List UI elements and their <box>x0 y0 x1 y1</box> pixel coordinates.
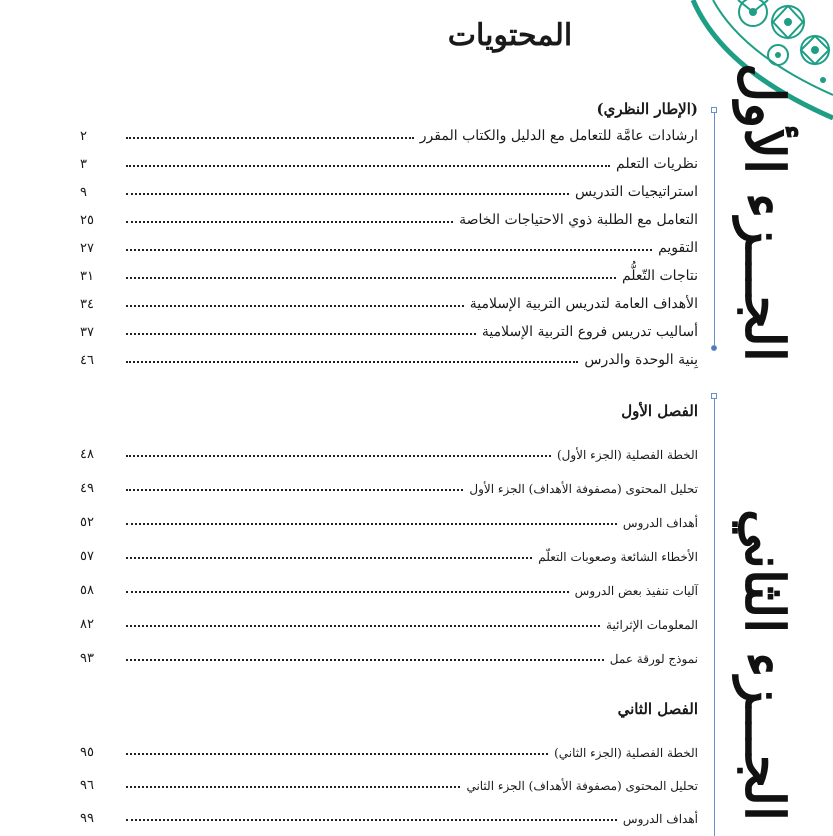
toc-page-number: ٩٦ <box>80 778 94 793</box>
toc-page-number: ٩ <box>80 185 87 200</box>
toc-leader-dots <box>126 659 604 661</box>
toc-entry-text: التقويم <box>658 240 698 256</box>
toc-entry-text: نظريات التعلم <box>616 156 698 172</box>
toc-page-number: ٤٩ <box>80 481 94 496</box>
toc-page-number: ٩٥ <box>80 745 94 760</box>
toc-entry-text: الأخطاء الشائعة وصعوبات التعلّم <box>538 550 698 564</box>
toc-entry[interactable] <box>80 474 698 496</box>
toc-leader-dots <box>126 165 610 167</box>
toc-leader-dots <box>126 305 464 307</box>
part-one-label: الجـــزء الأول <box>733 63 797 362</box>
bracket-handle <box>711 107 717 113</box>
toc-page-number: ٣٤ <box>80 297 94 312</box>
toc-entry-text: التعامل مع الطلبة ذوي الاحتياجات الخاصة <box>459 212 698 228</box>
toc-leader-dots <box>126 249 652 251</box>
toc-entry[interactable] <box>80 122 698 144</box>
toc-page-number: ٤٦ <box>80 353 94 368</box>
toc-entry[interactable] <box>80 346 698 368</box>
toc-page-number: ٢٥ <box>80 213 94 228</box>
toc-leader-dots <box>126 137 414 139</box>
toc-page-number: ٩٣ <box>80 651 94 666</box>
toc-entry[interactable] <box>80 234 698 256</box>
toc-entry-text: تحليل المحتوى (مصفوفة الأهداف) الجزء الثاني <box>466 779 698 793</box>
toc-entry-text: ارشادات عامَّة للتعامل مع الدليل والكتاب المقرر <box>419 128 698 144</box>
toc-entry[interactable] <box>80 508 698 530</box>
section-title-chapter-two: الفصل الثاني <box>617 700 698 718</box>
toc-leader-dots <box>126 333 476 335</box>
toc-entry[interactable] <box>80 440 698 462</box>
toc-entry-text: استراتيجيات التدريس <box>575 184 698 200</box>
toc-entry-text: تحليل المحتوى (مصفوفة الأهداف) الجزء الأول <box>469 482 698 496</box>
part-two-bracket <box>714 396 715 836</box>
toc-entry[interactable] <box>80 804 698 826</box>
toc-entry-text: نتاجات التّعلُّم <box>621 268 698 284</box>
toc-leader-dots <box>126 361 578 363</box>
section-title-theoretical: (الإطار النظري) <box>596 100 698 118</box>
toc-page-number: ٣١ <box>80 269 94 284</box>
toc-page-number: ٢ <box>80 129 87 144</box>
toc-leader-dots <box>126 591 569 593</box>
bracket-handle <box>711 345 717 351</box>
toc-entry-text: الأهداف العامة لتدريس التربية الإسلامية <box>469 296 698 312</box>
toc-leader-dots <box>126 625 600 627</box>
toc-entry-text: بِنية الوحدة والدرس <box>584 352 698 368</box>
toc-page-number: ٣ <box>80 157 87 172</box>
page-title: المحتويات <box>447 18 573 53</box>
toc-leader-dots <box>126 819 617 821</box>
toc-entry-text: أساليب تدريس فروع التربية الإسلامية <box>481 324 698 340</box>
toc-page-number: ٥٢ <box>80 515 94 530</box>
toc-entry-text: الخطة الفصلية (الجزء الأول) <box>556 448 698 462</box>
toc-entry-text: الخطة الفصلية (الجزء الثاني) <box>554 746 698 760</box>
toc-entry-text: نموذج لورقة عمل <box>609 652 698 666</box>
section-title-chapter-one: الفصل الأول <box>621 402 698 420</box>
toc-entry-text: المعلومات الإثرائية <box>606 618 698 632</box>
toc-leader-dots <box>126 277 616 279</box>
part-two-label: الجـــزء الثاني <box>733 508 797 821</box>
toc-entry[interactable] <box>80 318 698 340</box>
toc-entry[interactable] <box>80 542 698 564</box>
toc-leader-dots <box>126 455 551 457</box>
toc-entry-text: آليات تنفيذ بعض الدروس <box>574 584 698 598</box>
toc-page-number: ٨٢ <box>80 617 94 632</box>
toc-page-number: ٤٨ <box>80 447 94 462</box>
toc-entry[interactable] <box>80 262 698 284</box>
toc-page-number: ٩٩ <box>80 811 94 826</box>
toc-leader-dots <box>126 557 532 559</box>
toc-entry[interactable] <box>80 150 698 172</box>
toc-leader-dots <box>126 193 569 195</box>
toc-entry[interactable] <box>80 576 698 598</box>
toc-entry[interactable] <box>80 738 698 760</box>
toc-entry[interactable] <box>80 644 698 666</box>
toc-leader-dots <box>126 523 617 525</box>
toc-leader-dots <box>126 221 453 223</box>
toc-entry-text: أهداف الدروس <box>622 516 698 530</box>
toc-entry[interactable] <box>80 206 698 228</box>
toc-entry-text: أهداف الدروس <box>622 812 698 826</box>
toc-page-number: ٢٧ <box>80 241 94 256</box>
toc-page-number: ٣٧ <box>80 325 94 340</box>
toc-page-number: ٥٨ <box>80 583 94 598</box>
toc-page-number: ٥٧ <box>80 549 94 564</box>
toc-entry[interactable] <box>80 178 698 200</box>
toc-entry[interactable] <box>80 610 698 632</box>
toc-leader-dots <box>126 489 463 491</box>
bracket-handle <box>711 393 717 399</box>
part-one-bracket <box>714 110 715 348</box>
toc-leader-dots <box>126 753 548 755</box>
toc-entry[interactable] <box>80 771 698 793</box>
toc-leader-dots <box>126 786 460 788</box>
toc-entry[interactable] <box>80 290 698 312</box>
